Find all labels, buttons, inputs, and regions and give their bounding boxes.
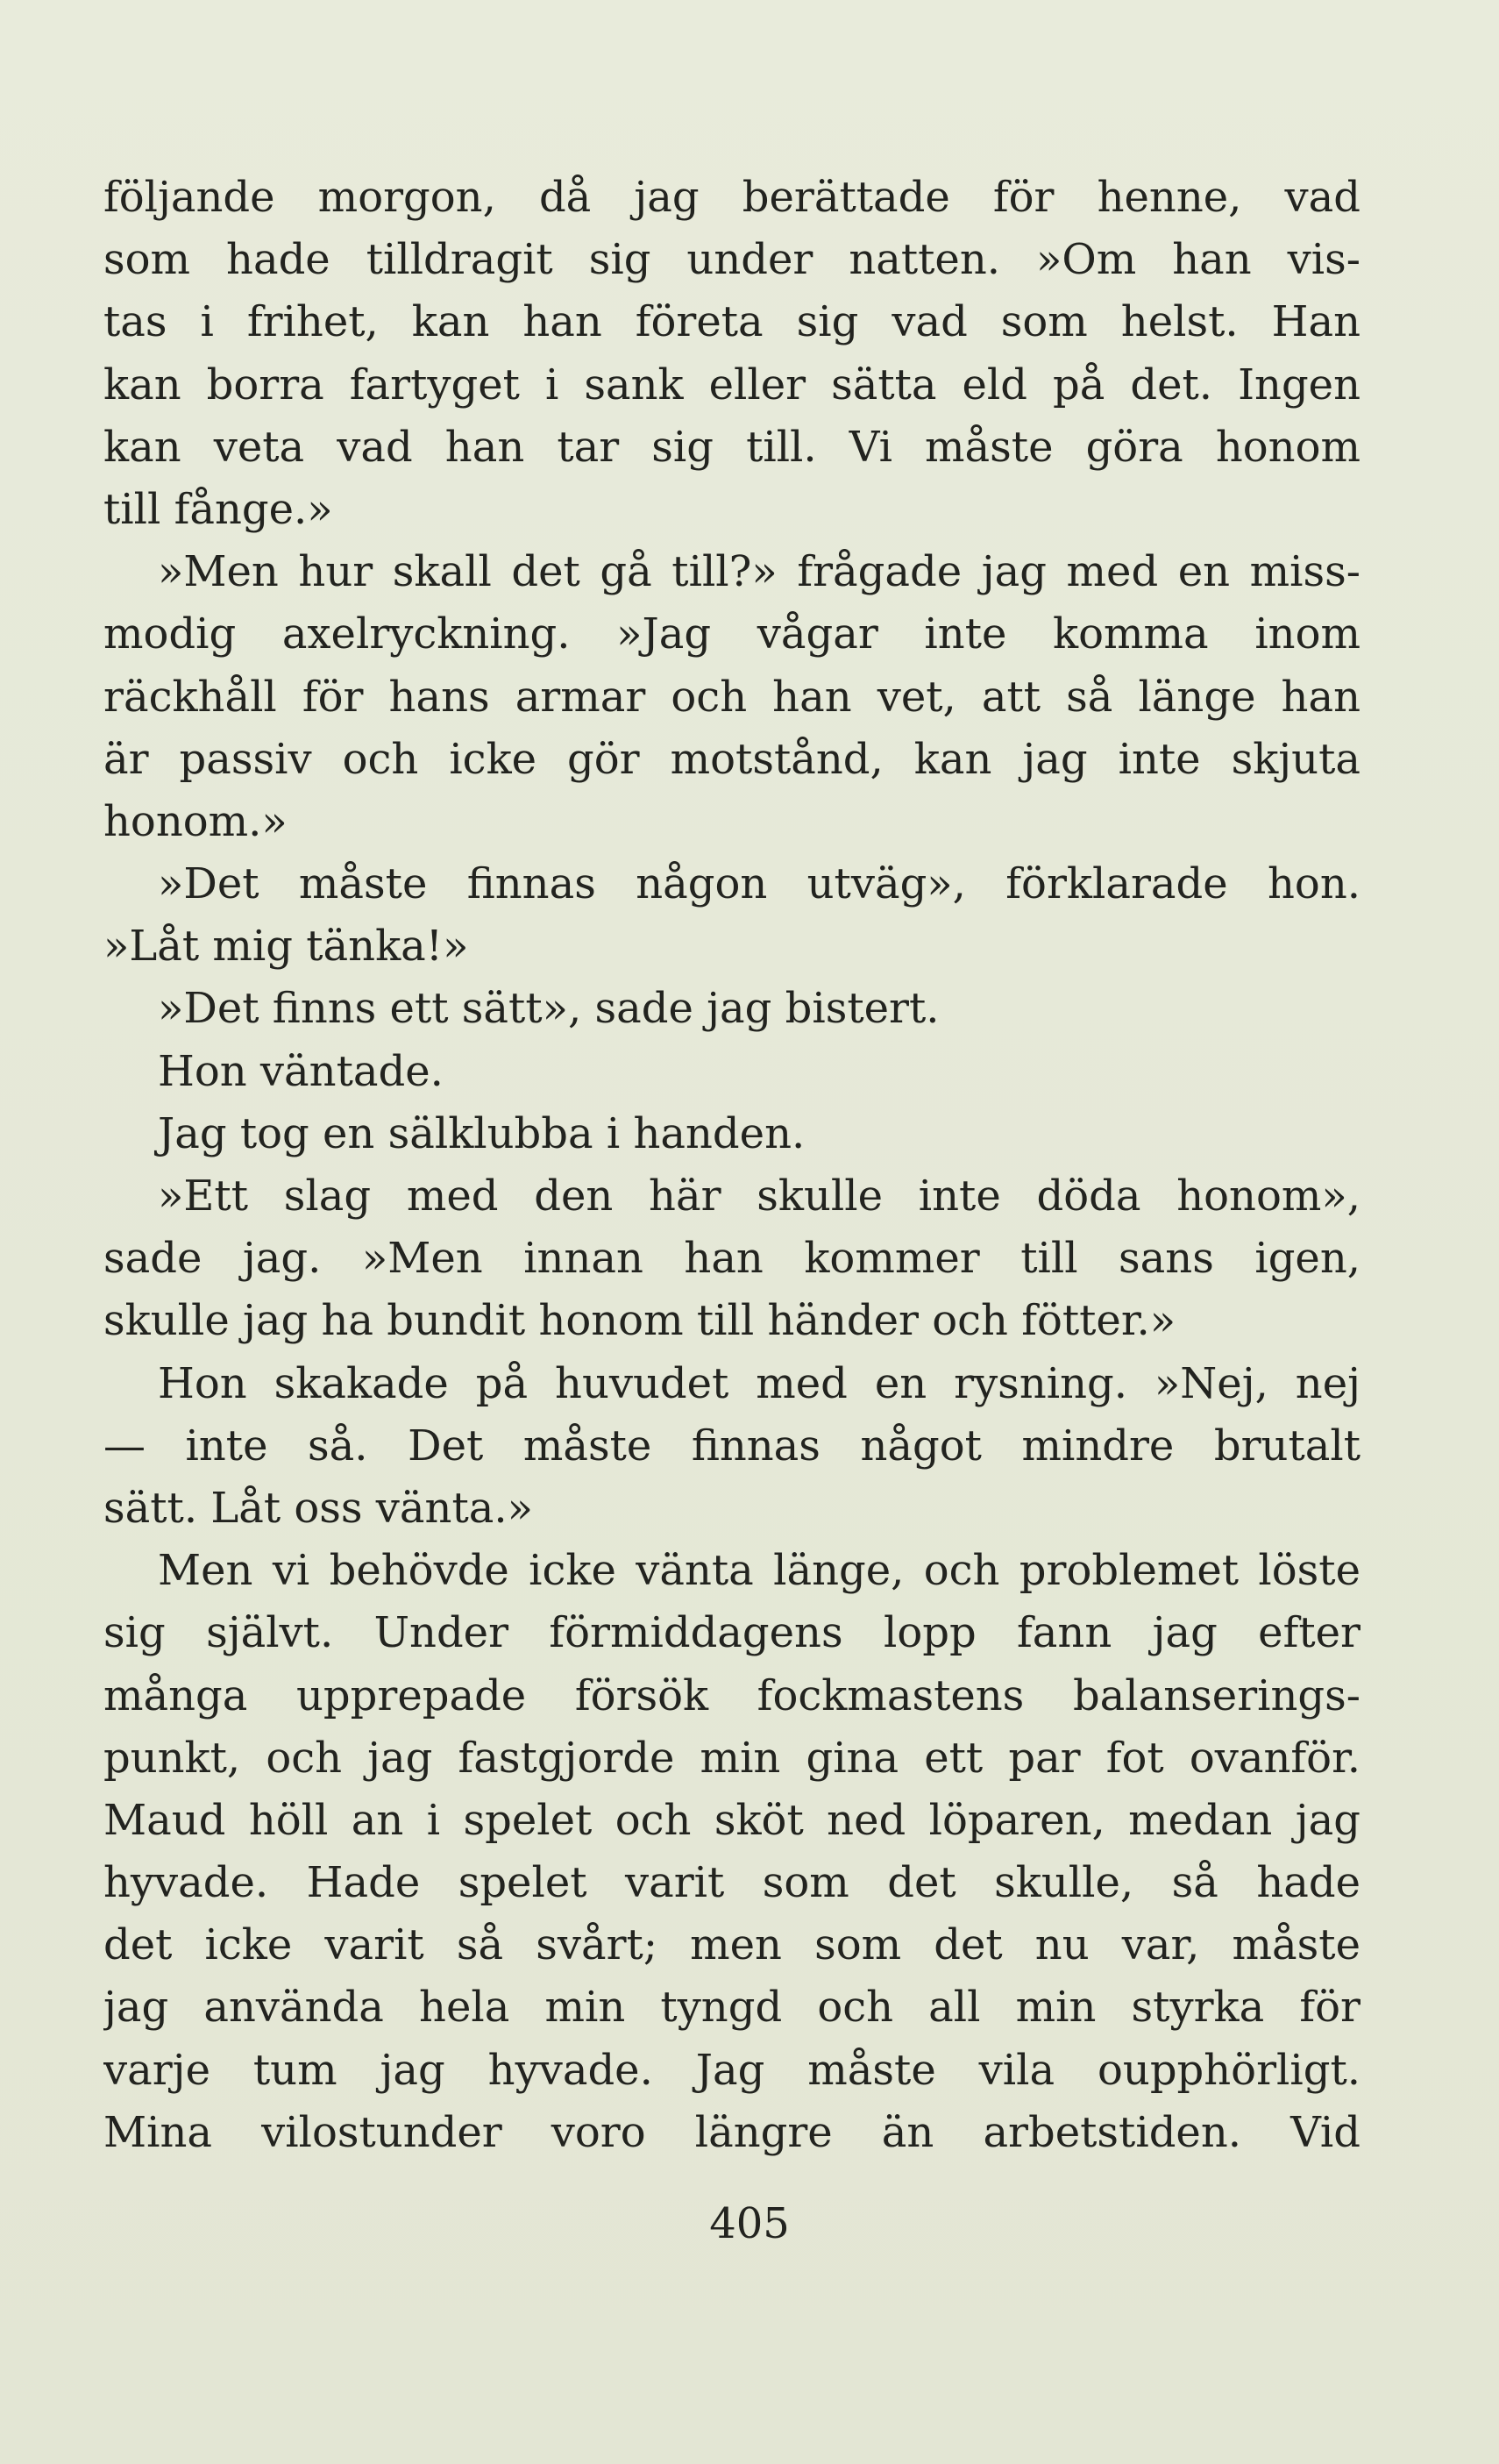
text-line: modig axelryckning. »Jag vågar inte komma inom	[103, 609, 1360, 659]
text-line: är passiv och icke gör motstånd, kan jag inte skjuta	[103, 734, 1360, 784]
text-line: det icke varit så svårt; men som det nu var, måste	[103, 1920, 1360, 1970]
text-line: »Låt mig tänka!»	[103, 922, 469, 972]
text-line: Jag tog en sälklubba i handen.	[158, 1108, 806, 1158]
text-line: räckhåll för hans armar och han vet, att så länge han	[103, 672, 1360, 722]
text-line: sig självt. Under förmiddagens lopp fann jag efter	[103, 1608, 1360, 1658]
page-number: 405	[709, 2199, 790, 2248]
text-line: — inte så. Det måste finnas något mindre brutalt	[103, 1421, 1360, 1471]
text-line: Hon skakade på huvudet med en rysning. »Nej, nej	[158, 1358, 1360, 1408]
text-line: skulle jag ha bundit honom till händer och fötter.»	[103, 1296, 1176, 1346]
text-line: sätt. Låt oss vänta.»	[103, 1483, 533, 1533]
text-line: punkt, och jag fastgjorde min gina ett par fot ovanför.	[103, 1733, 1360, 1783]
text-line: »Men hur skall det gå till?» frågade jag med en miss-	[158, 547, 1360, 597]
text-line: honom.»	[103, 796, 288, 846]
text-line: sade jag. »Men innan han kommer till sans igen,	[103, 1234, 1360, 1284]
body-text	[103, 167, 1360, 2164]
text-line: följande morgon, då jag berättade för henne, vad	[103, 173, 1360, 222]
text-line: Hon väntade.	[158, 1046, 444, 1096]
text-line: Mina vilostunder voro längre än arbetstiden. Vid	[103, 2107, 1360, 2157]
text-line: »Ett slag med den här skulle inte döda honom»,	[158, 1171, 1360, 1221]
text-line: »Det finns ett sätt», sade jag bistert.	[158, 984, 940, 1034]
text-line: Men vi behövde icke vänta länge, och problemet löste	[158, 1546, 1360, 1596]
text-line: kan borra fartyget i sank eller sätta eld på det. Ingen	[103, 360, 1360, 409]
text-line: hyvade. Hade spelet varit som det skulle, så hade	[103, 1858, 1360, 1908]
text-line: tas i frihet, kan han företa sig vad som helst. Han	[103, 297, 1360, 347]
text-line: som hade tilldragit sig under natten. »Om han vis-	[103, 235, 1360, 285]
text-line: Maud höll an i spelet och sköt ned löparen, medan jag	[103, 1795, 1360, 1845]
text-line: många upprepade försök fockmastens balanserings-	[103, 1670, 1360, 1720]
text-line: »Det måste finnas någon utväg», förklarade hon.	[158, 859, 1360, 909]
text-line: kan veta vad han tar sig till. Vi måste göra honom	[103, 422, 1360, 472]
text-line: jag använda hela min tyngd och all min styrka för	[103, 1983, 1360, 2033]
text-line: varje tum jag hyvade. Jag måste vila oupphörligt.	[103, 2045, 1360, 2095]
text-line: till fånge.»	[103, 484, 333, 534]
